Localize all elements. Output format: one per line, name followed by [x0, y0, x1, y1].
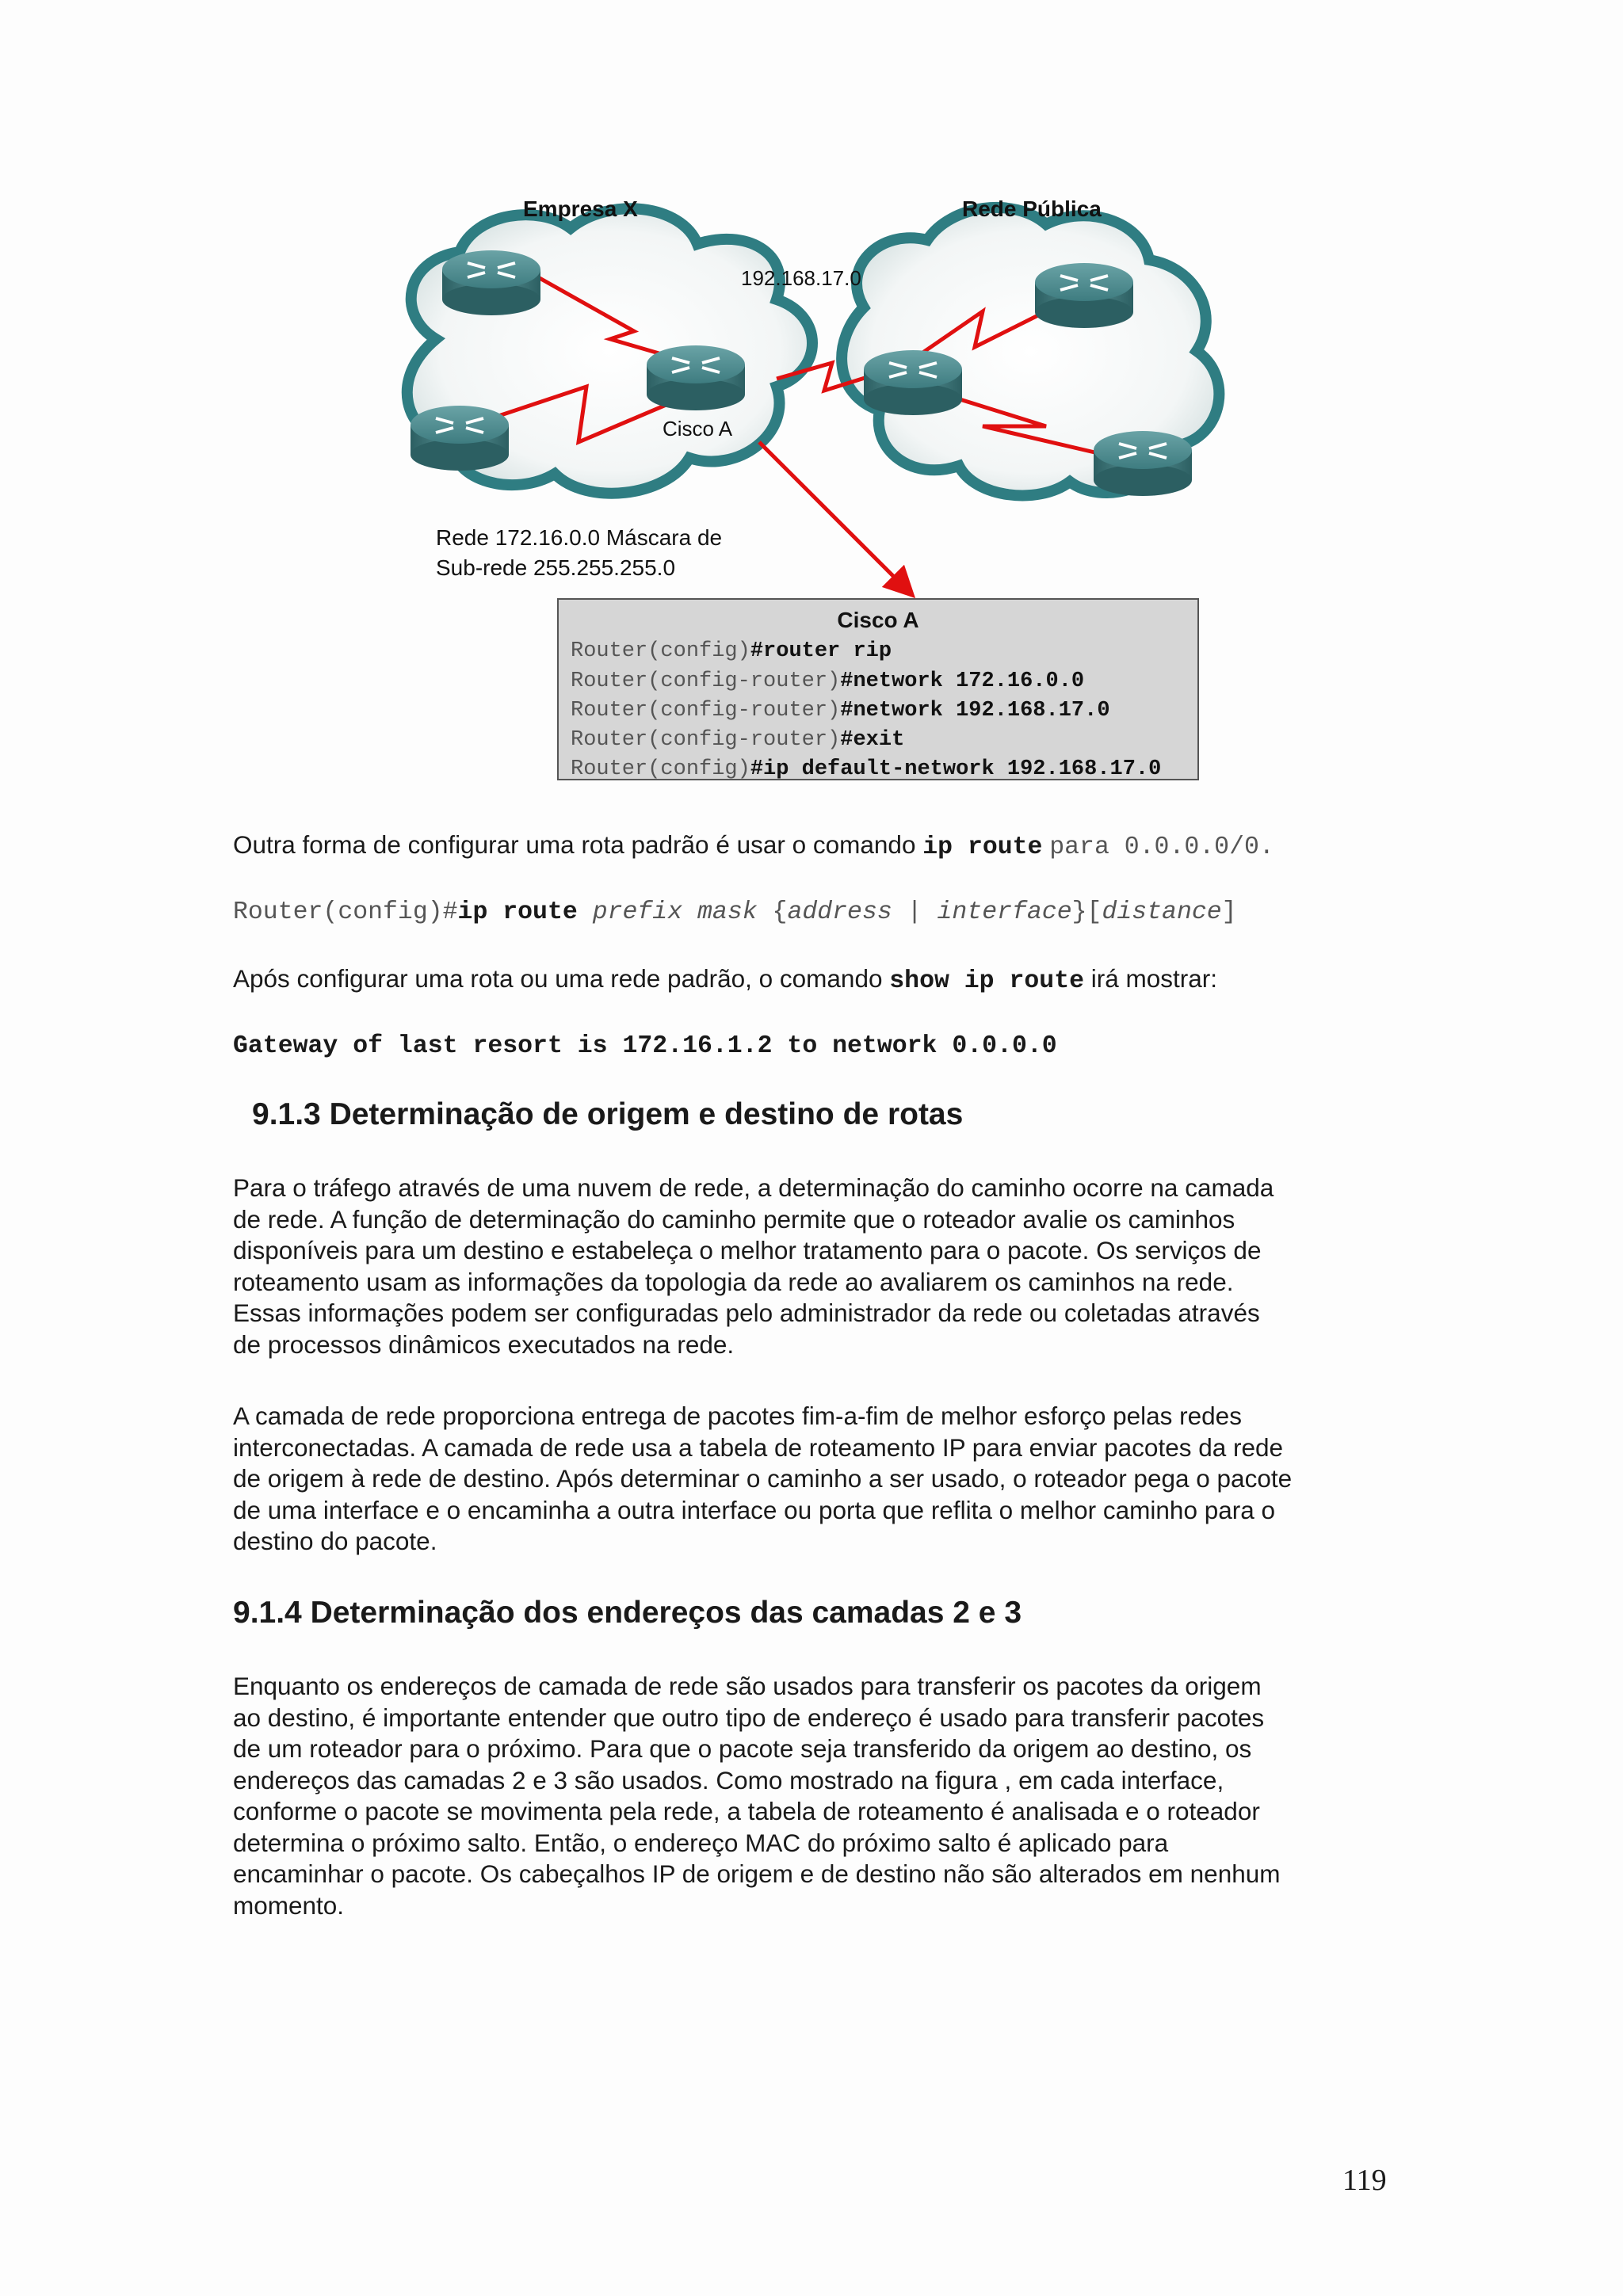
after-text: Após configurar uma rota ou uma rede padrão, o comando	[233, 964, 883, 993]
label-cisco-a: Cisco A	[663, 417, 733, 441]
paragraph-line: destino do pacote.	[233, 1527, 437, 1555]
paragraph-line: encaminhar o pacote. Os cabeçalhos IP de origem e de destino não são alterados em nenhum	[233, 1859, 1281, 1888]
syntax-bracket-close: ]	[1221, 898, 1237, 926]
router-icon-4	[1035, 263, 1133, 328]
router-icon-public	[864, 350, 962, 415]
label-rede-publica: Rede Pública	[962, 196, 1102, 221]
label-mask-line2: Sub-rede 255.255.255.0	[436, 555, 676, 580]
intro-tail: para 0.0.0.0/0.	[1049, 833, 1274, 861]
paragraph-913-1	[233, 1173, 1274, 1360]
paragraph-line: interconectadas. A camada de rede usa a tabela de roteamento IP para enviar pacotes da rede	[233, 1432, 1284, 1462]
gateway-line: Gateway of last resort is 172.16.1.2 to network 0.0.0.0	[233, 1032, 1057, 1060]
syntax-prompt: Router(config)#	[233, 898, 458, 926]
config-line: Router(config)#ip default-network 192.168.17.0	[571, 757, 1162, 781]
syntax-separator: |	[892, 898, 938, 926]
network-figure	[380, 181, 1241, 807]
paragraph-line: Para o tráfego através de uma nuvem de rede, a determinação do caminho ocorre na camada	[233, 1173, 1274, 1202]
syntax-args: prefix mask	[592, 898, 758, 926]
router-icon-1	[442, 250, 540, 315]
pointer-arrow	[759, 442, 910, 593]
syntax-address: address	[787, 898, 892, 926]
section-heading-914: 9.1.4 Determinação dos endereços das camadas 2 e 3	[233, 1596, 1022, 1630]
intro-line	[233, 830, 1274, 864]
paragraph-line: de processos dinâmicos executados na rede.	[233, 1329, 735, 1359]
config-line: Router(config)#router rip	[571, 639, 892, 663]
router-icon-2	[411, 406, 509, 471]
intro-text: Outra forma de configurar uma rota padrão é usar o comando	[233, 830, 916, 859]
router-icon-cisco-a	[647, 345, 745, 410]
paragraph-913-2	[233, 1401, 1292, 1558]
config-line: Router(config-router)#exit	[571, 728, 905, 752]
paragraph-line: de rede. A função de determinação do caminho permite que o roteador avalie os caminhos	[233, 1204, 1235, 1234]
paragraph-line: de um roteador para o próximo. Para que o pacote seja transferido da origem ao destino, os	[233, 1734, 1252, 1763]
syntax-brace-open: {	[772, 898, 788, 926]
paragraph-line: conforme o pacote se movimenta pela rede, a tabela de roteamento é analisada e o roteador	[233, 1797, 1260, 1825]
paragraph-line: de origem à rede de destino. Após determinar o caminho a ser usado, o roteador pega o pacote	[233, 1464, 1293, 1493]
paragraph-line: endereços das camadas 2 e 3 são usados. Como mostrado na figura , em cada interface,	[233, 1765, 1224, 1794]
paragraph-914-1	[233, 1671, 1281, 1921]
config-title: Cisco A	[837, 608, 919, 632]
router-icon-5	[1094, 431, 1192, 496]
paragraph-line: ao destino, é importante entender que outro tipo de endereço é usado para transferir pacotes	[233, 1703, 1265, 1732]
label-mask-line1: Rede 172.16.0.0 Máscara de	[436, 525, 723, 550]
paragraph-line: determina o próximo salto. Então, o endereço MAC do próximo salto é aplicado para	[233, 1828, 1169, 1857]
paragraph-line: de uma interface e o encaminha a outra interface ou porta que reflita o melhor caminho para o	[233, 1495, 1276, 1524]
config-box	[558, 599, 1198, 781]
paragraph-line: Enquanto os endereços de camada de rede são usados para transferir os pacotes da origem	[233, 1672, 1262, 1700]
label-empresa-x: Empresa X	[523, 196, 638, 221]
paragraph-line: momento.	[233, 1890, 345, 1920]
config-line: Router(config-router)#network 172.16.0.0	[571, 669, 1085, 693]
section-heading-913: 9.1.3 Determinação de origem e destino de rotas	[252, 1097, 964, 1131]
after-line	[233, 963, 1217, 997]
paragraph-line: disponíveis para um destino e estabeleça o melhor tratamento para o pacote. Os serviços de	[233, 1236, 1262, 1264]
label-link-network: 192.168.17.0	[741, 266, 861, 290]
syntax-command: ip route	[457, 898, 578, 926]
config-line: Router(config-router)#network 192.168.17.0	[571, 699, 1110, 723]
page-number: 119	[1342, 2164, 1387, 2197]
paragraph-line: roteamento usam as informações da topologia da rede ao avaliarem os caminhos na rede.	[233, 1267, 1234, 1296]
paragraph-line: A camada de rede proporciona entrega de pacotes fim-a-fim de melhor esforço pelas redes	[233, 1402, 1242, 1430]
after-tail: irá mostrar:	[1090, 964, 1218, 993]
intro-command: ip route	[922, 833, 1043, 861]
syntax-interface: interface	[937, 898, 1072, 926]
syntax-distance: distance	[1102, 898, 1222, 926]
syntax-brace-close: }[	[1071, 898, 1102, 926]
paragraph-line: Essas informações podem ser configuradas pelo administrador da rede ou coletadas através	[233, 1299, 1260, 1327]
syntax-line	[233, 897, 1237, 929]
after-command: show ip route	[889, 967, 1085, 995]
